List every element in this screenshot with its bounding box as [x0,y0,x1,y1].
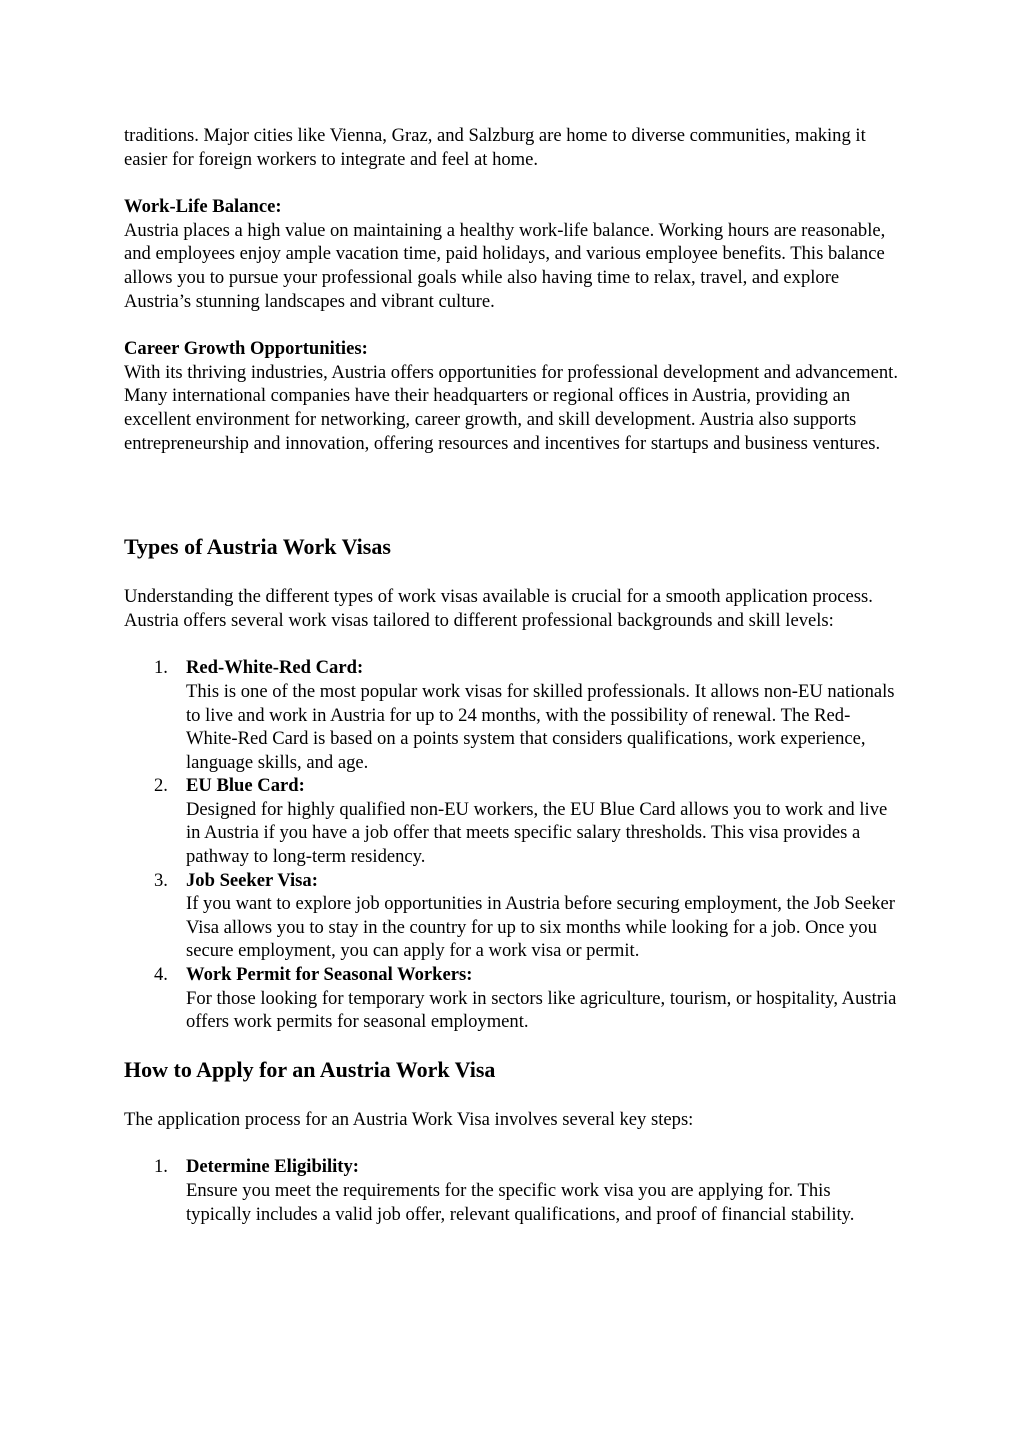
list-item-text: For those looking for temporary work in sectors like agriculture, tourism, or hospitality, Austria offers work permits for seasonal employment. [186,987,897,1033]
list-item-text: Ensure you meet the requirements for the specific work visa you are applying for. This typically includes a valid job offer, relevant qualifications, and proof of financial stability. [186,1180,855,1225]
application-steps-list [124,1155,899,1226]
list-item-text: This is one of the most popular work visas for skilled professionals. It allows non-EU nationals to live and work in Austria for up to 24 months, with the possibility of renewal. The Red-White-Red Card is based on a points system that considers qualifications, work experience, language skills, and age. [186,680,895,773]
apply-section-title: How to Apply for an Austria Work Visa [124,1056,496,1082]
list-item [124,869,899,963]
types-section-title: Types of Austria Work Visas [124,534,391,560]
list-item-number: 1. [154,657,168,679]
apply-intro-paragraph: The application process for an Austria Work Visa involves several key steps: [124,1108,694,1130]
document-page [124,124,899,1226]
list-item-title: Work Permit for Seasonal Workers: [186,964,473,986]
work-life-balance-section [124,195,899,313]
list-item-number: 4. [154,964,168,986]
visa-types-list [124,656,899,1034]
list-item-text: Designed for highly qualified non-EU workers, the EU Blue Card allows you to work and live in Austria if you have a job offer that meets specific salary thresholds. This visa provides a pathway to long-term residency. [186,798,888,868]
list-item [124,656,899,774]
types-intro-paragraph: Understanding the different types of work visas available is crucial for a smooth application process. Austria offers several work visas tailored to different professional backgrounds and skill levels: [124,586,873,631]
intro-continuation-paragraph: traditions. Major cities like Vienna, Graz, and Salzburg are home to diverse communities, making it easier for foreign workers to integrate and feel at home. [124,125,866,170]
career-growth-section [124,337,899,455]
career-growth-text: With its thriving industries, Austria offers opportunities for professional development and advancement. Many international companies have their headquarters or regional offices in Austria, providing an excellent environment for networking, career growth, and skill development. Austria also supports entrepreneurship and innovation, offering resources and incentives for startups and business ventures. [124,361,899,454]
list-item [124,774,899,868]
list-item-title: Determine Eligibility: [186,1156,359,1178]
work-life-balance-text: Austria places a high value on maintaining a healthy work-life balance. Working hours are reasonable, and employees enjoy ample vacation time, paid holidays, and various employee benefits. This balance allows you to pursue your professional goals while also having time to relax, travel, and explore Austria’s stunning landscapes and vibrant culture. [124,219,886,312]
list-item-title: Job Seeker Visa: [186,869,318,891]
list-item-title: EU Blue Card: [186,775,305,797]
list-item-text: If you want to explore job opportunities in Austria before securing employment, the Job Seeker Visa allows you to stay in the country for up to six months while looking for a job. Once you secure employment, you can apply for a work visa or permit. [186,893,895,962]
career-growth-heading: Career Growth Opportunities: [124,338,368,360]
list-item [124,963,899,1034]
list-item-number: 2. [154,775,168,797]
list-item-number: 3. [154,869,168,891]
work-life-balance-heading: Work-Life Balance: [124,196,282,218]
list-item-title: Red-White-Red Card: [186,657,364,679]
list-item [124,1155,899,1226]
list-item-number: 1. [154,1156,168,1178]
